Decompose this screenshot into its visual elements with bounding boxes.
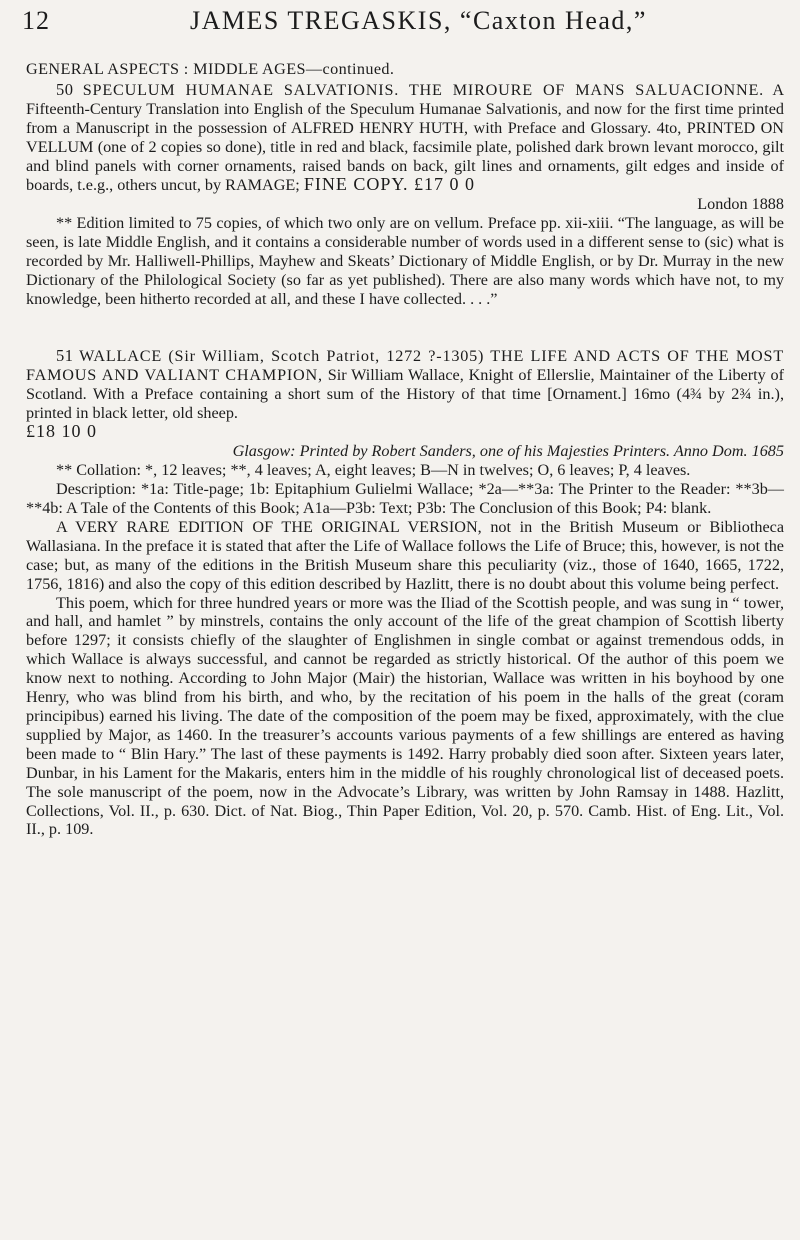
lot-note-collation: ** Collation: *, 12 leaves; **, 4 leaves; A, eight leaves; B—N in twelves; O, 6 leaves; P, 4 leaves. <box>56 461 691 480</box>
running-header <box>0 0 800 40</box>
lot-note-rarity: A VERY RARE EDITION OF THE ORIGINAL VERSION, not in the British Museum or Bibliotheca Wallasiana. In the preface it is stated that after the Life of Wallace follows the Life of Bruce; this, however, is not the case; but, as many of the editions in the British Museum share this peculiarity (viz., those of 1640, 1665, 1722, 1756, 1816) and also the copy of this edition described by Hazlitt, there is no doubt about this volume being perfect. <box>26 517 784 593</box>
lot-number: 51 <box>56 345 74 365</box>
lot-50 <box>26 81 784 309</box>
lot-note-description: Description: *1a: Title-page; 1b: Epitaphium Gulielmi Wallace; *2a—**3a: The Printer to the Reader: **3b—**4b: A Tale of the Contents of this Book; A1a—P3b: Text; P3b: The Conclusion of this Book; P4: blank. <box>26 480 784 518</box>
page-number: 12 <box>22 6 50 35</box>
lot-description: A Fifteenth-Century Translation into English of the Speculum Humanae Salvationis, and now for the first time printed from a Manuscript in the possession of ALFRED HENRY HUTH, with Preface and Glossary. 4to, PRINTED ON VELLUM (one of 2 copies so done), title in red and black, facsimile plate, polished dark brown levant morocco, gilt and blind panels with corner ornaments, raised bands on back, gilt lines and ornaments, gilt edges and inside of boards, t.e.g., others uncut, by RAMAGE; <box>26 80 785 195</box>
section-heading: GENERAL ASPECTS : MIDDLE AGES—continued. <box>26 60 395 78</box>
page-body <box>26 60 784 839</box>
lot-note: ** Edition limited to 75 copies, of which two only are on vellum. Preface pp. xii-xiii. “The language, as will be seen, is late Middle English, and it contains a considerable number of words used in a different sense to (sic) what is recorded by Mr. Halliwell-Phillips, Mayhew and Skeats’ Dictionary of Middle English, or by Dr. Murray in the new Dictionary of the Philological Society (so far as yet published). There are also many words which have not, to my knowledge, been hitherto recorded at all, and these I have collected. . . .” <box>26 214 784 308</box>
lot-51 <box>26 347 784 840</box>
lot-number: 50 <box>56 79 74 99</box>
lot-imprint: Glasgow: Printed by Robert Sanders, one of his Majesties Printers. Anno Dom. 1685 <box>232 442 784 461</box>
lot-title: WALLACE (Sir William, Scotch Patriot, 1272 ?-1305) THE LIFE AND ACTS OF THE MOST FAMOUS AND VALIANT CHAMPION, <box>26 346 785 384</box>
lot-price: £18 10 0 <box>26 421 97 442</box>
lot-imprint: London 1888 <box>697 195 784 214</box>
lot-title: SPECULUM HUMANAE SALVATIONIS. THE MIROURE OF MANS SALUACIONNE. <box>82 80 764 99</box>
lot-note-history: This poem, which for three hundred years or more was the Iliad of the Scottish people, and was sung in “ tower, and hall, and hamlet ” by minstrels, contains the only account of the life of the great champion of Scottish liberty before 1297; it consists chiefly of the slaughter of Englishmen in single combat or against tremendous odds, in which Wallace is always successful, and cannot be regarded as strictly historical. Of the author of this poem we know next to nothing. According to John Major (Mair) the historian, Wallace was written in his boyhood by one Henry, who was blind from his birth, and who, by the recitation of his poem in the halls of the great (coram principibus) earned his living. The date of the composition of the poem may be fixed, approximately, with the clue supplied by Major, as 1460. In the treasurer’s accounts various payments of a few shillings are entered as having been made to “ Blin Hary.” The last of these payments is 1492. Harry probably died soon after. Sixteen years later, Dunbar, in his Lament for the Makaris, enters him in the middle of his roughly chronological list of deceased poets. The sole manuscript of the poem, now in the Advocate’s Library, was written by John Ramsay in 1488. Hazlitt, Collections, Vol. II., p. 630. Dict. of Nat. Biog., Thin Paper Edition, Vol. 20, p. 570. Camb. Hist. of Eng. Lit., Vol. II., p. 109. <box>26 593 784 839</box>
lot-description: Sir William Wallace, Knight of Ellerslie, Maintainer of the Liberty of Scotland. With a Preface containing a short sum of the History of that time [Ornament.] 16mo (4¾ by 2¾ in.), printed in black letter, old sheep. <box>26 365 784 422</box>
lot-entry <box>26 81 784 195</box>
lot-entry <box>26 347 784 423</box>
lot-price: FINE COPY. £17 0 0 <box>303 174 476 195</box>
lot-price-line <box>26 422 784 442</box>
running-title: JAMES TREGASKIS, “Caxton Head,” <box>190 6 647 35</box>
spacer <box>26 309 784 347</box>
